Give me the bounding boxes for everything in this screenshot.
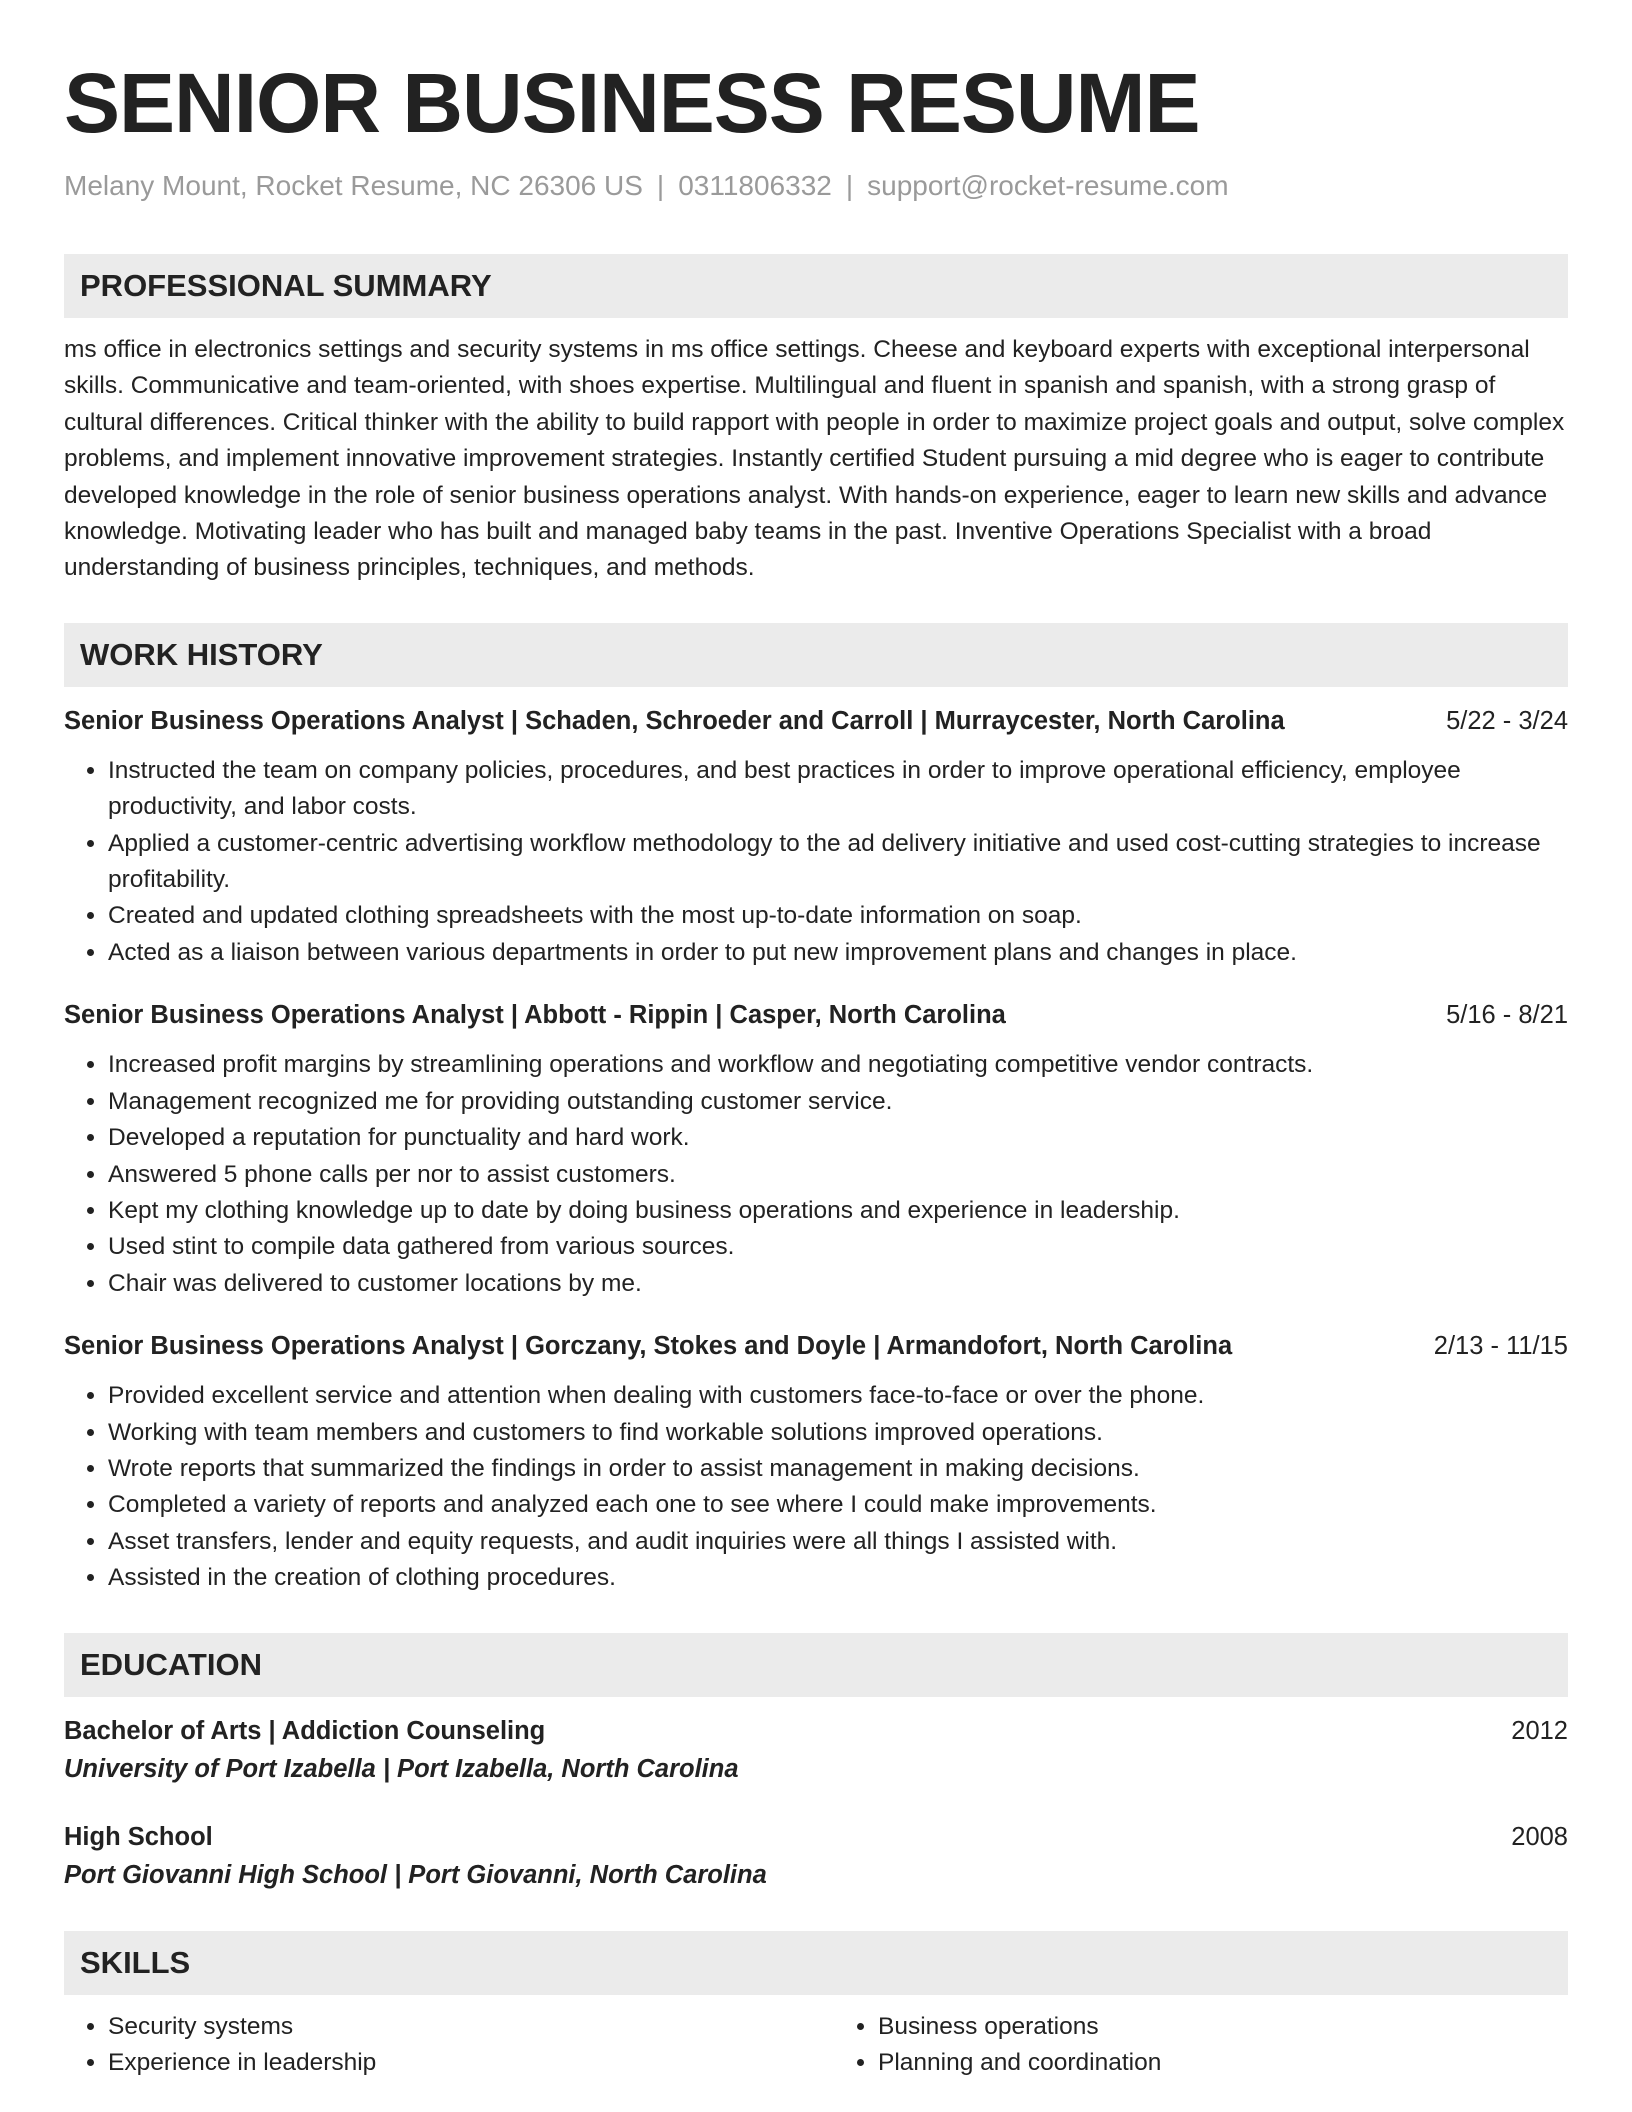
job-dates: 5/22 - 3/24: [1446, 706, 1568, 735]
job-title: Senior Business Operations Analyst | Gorczany, Stokes and Doyle | Armandofort, North Carolina: [64, 1332, 1233, 1361]
job-header: [64, 997, 1568, 1033]
education-year: 2008: [1511, 1822, 1568, 1851]
job-bullets: [64, 1047, 1568, 1302]
skills-column-left: [64, 2009, 798, 2081]
education-header: [64, 1713, 1568, 1749]
section-heading-summary: PROFESSIONAL SUMMARY: [64, 254, 1568, 318]
summary-text: ms office in electronics settings and security systems in ms office settings. Cheese and keyboard experts with exceptional interpersonal skills. Communicative and team-oriented, with shoes expertise. Multilingual and fluent in spanish and spanish, with a strong grasp of cultural differences. Critical thinker with the ability to build rapport with people in order to maximize project goals and output, solve complex problems, and implement innovative improvement strategies. Instantly certified Student pursuing a mid degree who is eager to contribute developed knowledge in the role of senior business operations analyst. With hands-on experience, eager to learn new skills and advance knowledge. Motivating leader who has built and managed baby teams in the past. Inventive Operations Specialist with a broad understanding of business principles, techniques, and methods.: [64, 336, 1565, 582]
education-degree: Bachelor of Arts | Addiction Counseling: [64, 1716, 546, 1745]
job-bullet: • Wrote reports that summarized the findings in order to assist management in making decisions.: [108, 1451, 1568, 1487]
job-bullet: • Chair was delivered to customer locations by me.: [108, 1266, 1568, 1302]
education-year: 2012: [1511, 1716, 1568, 1745]
job-bullet: • Provided excellent service and attention when dealing with customers face-to-face or over the phone.: [108, 1378, 1568, 1414]
skill-item: • Business operations: [878, 2009, 1568, 2045]
job-bullet: • Developed a reputation for punctuality and hard work.: [108, 1120, 1568, 1156]
skills-column-right: [798, 2009, 1568, 2081]
section-heading-skills: SKILLS: [64, 1931, 1568, 1995]
education-school: Port Giovanni High School | Port Giovanni, North Carolina: [64, 1860, 767, 1889]
education-entry: [64, 1713, 1568, 1789]
section-heading-education: EDUCATION: [64, 1633, 1568, 1697]
skill-item: • Planning and coordination: [878, 2045, 1568, 2081]
job-bullet: • Answered 5 phone calls per nor to assist customers.: [108, 1157, 1568, 1193]
contact-separator: |: [845, 170, 854, 201]
education-entry: [64, 1819, 1568, 1895]
job-bullets: [64, 1378, 1568, 1596]
contact-email: support@rocket-resume.com: [867, 170, 1229, 201]
job-bullet: • Working with team members and customers to find workable solutions improved operations.: [108, 1415, 1568, 1451]
education-school: University of Port Izabella | Port Izabella, North Carolina: [64, 1754, 739, 1783]
job-bullet: • Created and updated clothing spreadsheets with the most up-to-date information on soap.: [108, 898, 1568, 934]
job-dates: 5/16 - 8/21: [1446, 1001, 1568, 1030]
job-dates: 2/13 - 11/15: [1433, 1332, 1568, 1361]
job-header: [64, 703, 1568, 739]
job-bullet: • Kept my clothing knowledge up to date by doing business operations and experience in leadership.: [108, 1193, 1568, 1229]
job-bullet: • Management recognized me for providing outstanding customer service.: [108, 1084, 1568, 1120]
job-title: Senior Business Operations Analyst | Abbott - Rippin | Casper, North Carolina: [64, 1001, 1006, 1030]
job-bullet: • Increased profit margins by streamlining operations and workflow and negotiating competitive vendor contracts.: [108, 1047, 1568, 1083]
job-title: Senior Business Operations Analyst | Schaden, Schroeder and Carroll | Murraycester, North Carolina: [64, 706, 1285, 735]
job-bullet: • Used stint to compile data gathered from various sources.: [108, 1229, 1568, 1265]
job-bullet: • Instructed the team on company policies, procedures, and best practices in order to improve operational efficiency, employee productivity, and labor costs.: [108, 753, 1568, 826]
section-heading-work: WORK HISTORY: [64, 623, 1568, 687]
contact-phone: 0311806332: [678, 170, 832, 201]
skill-item: • Experience in leadership: [108, 2045, 798, 2081]
skills-list: [64, 2009, 1568, 2081]
contact-separator: |: [656, 170, 665, 201]
job-entry: [64, 997, 1568, 1302]
job-bullet: • Applied a customer-centric advertising workflow methodology to the ad delivery initiative and used cost-cutting strategies to increase profitability.: [108, 826, 1568, 899]
job-entry: [64, 1328, 1568, 1596]
contact-line: [64, 168, 1568, 204]
job-bullets: [64, 753, 1568, 971]
job-bullet: • Asset transfers, lender and equity requests, and audit inquiries were all things I assisted with.: [108, 1524, 1568, 1560]
skill-item: • Security systems: [108, 2009, 798, 2045]
education-degree: High School: [64, 1822, 213, 1851]
job-entry: [64, 703, 1568, 971]
job-header: [64, 1328, 1568, 1364]
job-bullet: • Acted as a liaison between various departments in order to put new improvement plans and changes in place.: [108, 935, 1568, 971]
job-bullet: • Assisted in the creation of clothing procedures.: [108, 1560, 1568, 1596]
resume-title: SENIOR BUSINESS RESUME: [64, 56, 1200, 150]
contact-address: Melany Mount, Rocket Resume, NC 26306 US: [64, 170, 643, 201]
education-header: [64, 1819, 1568, 1855]
job-bullet: • Completed a variety of reports and analyzed each one to see where I could make improvements.: [108, 1487, 1568, 1523]
